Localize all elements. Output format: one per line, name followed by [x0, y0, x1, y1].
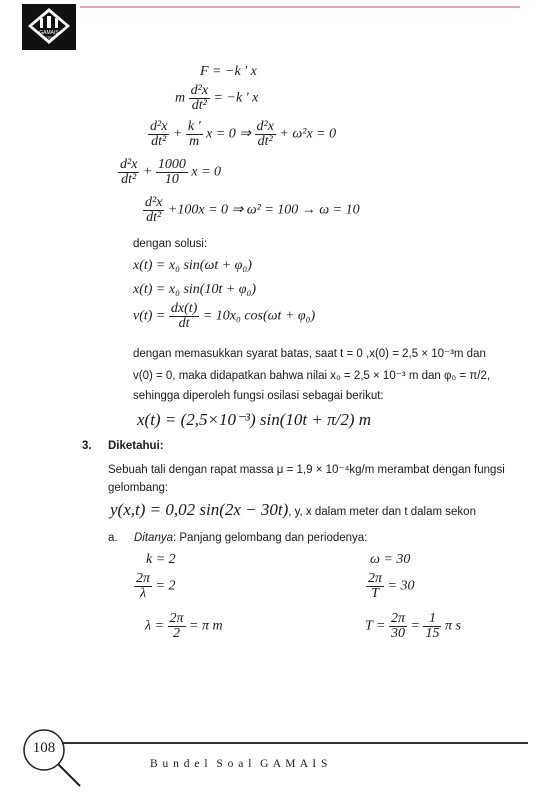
vel-rhs: = 10x₀ cos(ωt + φ₀) [202, 308, 316, 324]
eq4-num: d²x [120, 157, 138, 172]
eq3-k-num: k ' [187, 119, 201, 134]
sub-item-label: a. [108, 532, 118, 544]
paragraph-boundary-l1: dengan memasukkan syarat batas, saat t = 0 ,x(0) = 2,5 × 10⁻³m dan [133, 348, 486, 360]
eq-lambda [145, 612, 223, 641]
eq5-end: +100x = 0 ⇒ ω² = 100 → ω = 10 [167, 202, 360, 218]
eq-solution-general: x(t) = x₀ sin(ωt + φ₀) [133, 258, 252, 273]
right3-mid: = [410, 618, 420, 634]
eq4-c-num: 1000 [157, 157, 186, 172]
eq3-k-den: m [189, 134, 200, 149]
gamais-logo [22, 4, 76, 50]
eq3-b-den: dt² [257, 134, 273, 149]
left2-num: 2π [136, 571, 151, 586]
eq-oscillator [148, 120, 336, 149]
eq-newton-den: dt² [191, 98, 207, 113]
paragraph-tali-l2: gelombang: [108, 482, 169, 494]
right3-num2: 1 [423, 612, 441, 627]
right3-num: 2π [390, 611, 405, 626]
left3-den: 2 [173, 626, 181, 641]
eq4-den: dt² [121, 172, 137, 187]
item-heading: Diketahui: [108, 440, 164, 452]
right3-den: 30 [390, 626, 405, 641]
eq5-num: d²x [145, 195, 163, 210]
right2-den: T [371, 586, 379, 601]
left3-lhs: λ = [145, 618, 165, 634]
eq-solution-specific: x(t) = x₀ sin(10t + φ₀) [133, 282, 257, 297]
footer-rule [62, 742, 528, 744]
eq4-plus: + [142, 164, 153, 180]
eq-k: k = 2 [146, 552, 176, 567]
eq3-plus: + [172, 126, 183, 142]
ditanya-label: Ditanya [134, 532, 173, 544]
left3-rhs: = π m [189, 618, 223, 634]
right3-lhs: T = [365, 618, 386, 634]
top-rule [80, 6, 520, 8]
eq-numeric [118, 158, 221, 187]
eq-omega [143, 196, 360, 225]
ditanya-text: : Panjang gelombang dan periodenya: [173, 532, 368, 544]
eq-lambda-frac [134, 572, 175, 601]
eq3-mid: x = 0 ⇒ [206, 126, 251, 142]
eq3-b-num: d²x [256, 119, 274, 134]
eq3-a-num: d²x [150, 119, 168, 134]
paragraph-tali-l1: Sebuah tali dengan rapat massa μ = 1,9 × 10⁻⁴kg/m merambat dengan fungsi [108, 464, 505, 476]
right3-rhs: π s [444, 618, 461, 634]
right3-den2: 15 [425, 626, 440, 641]
eq-newton-num: d²x [190, 83, 209, 98]
page-number: 108 [32, 740, 56, 756]
eq-newton-m: m [175, 90, 186, 106]
eq-period-frac [366, 572, 414, 601]
eq-newton [175, 84, 258, 113]
eq3-a-den: dt² [151, 134, 167, 149]
wave-equation: y(x,t) = 0,02 sin(2x − 30t) [110, 500, 289, 519]
wave-note: , y, x dalam meter dan t dalam sekon [288, 506, 476, 518]
eq-velocity [133, 302, 315, 331]
left2-den: λ [139, 586, 147, 601]
vel-num: dx(t) [170, 301, 198, 316]
wave-equation-line [110, 500, 476, 520]
item-number: 3. [82, 440, 92, 452]
paragraph-boundary-l2: v(0) = 0, maka didapatkan bahwa nilai x₀ = 2,5 × 10⁻³ m dan φ₀ = π/2, [133, 370, 491, 382]
eq-omega-value: ω = 30 [370, 552, 411, 567]
paragraph-boundary-l3: sehingga diperoleh fungsi osilasi sebagai berikut: [133, 390, 384, 402]
vel-den: dt [178, 316, 190, 331]
eq5-den: dt² [146, 210, 162, 225]
eq-result: x(t) = (2,5×10⁻³) sin(10t + π/2) m [137, 410, 372, 429]
eq4-c-den: 10 [164, 172, 179, 187]
eq3-end: + ω²x = 0 [279, 126, 337, 142]
ditanya-line [134, 532, 367, 544]
eq-newton-rhs: = −k ' x [213, 90, 259, 106]
left3-num: 2π [169, 611, 184, 626]
footer-title: B u n d e l S o a l G A M A I S [150, 758, 329, 770]
logo-subtext: ITB [45, 35, 53, 40]
right2-num: 2π [368, 571, 383, 586]
right2-rhs: = 30 [387, 578, 415, 594]
logo-text: GAMAIS [39, 30, 59, 36]
magnifier-icon [14, 722, 86, 792]
logo-emblem-icon [22, 4, 76, 50]
eq4-end: x = 0 [191, 164, 222, 180]
left2-rhs: = 2 [155, 578, 176, 594]
eq-force: F = −k ' x [200, 64, 257, 79]
eq-period [365, 612, 461, 641]
text-solusi: dengan solusi: [133, 238, 208, 250]
vel-lhs: v(t) = [133, 308, 166, 324]
